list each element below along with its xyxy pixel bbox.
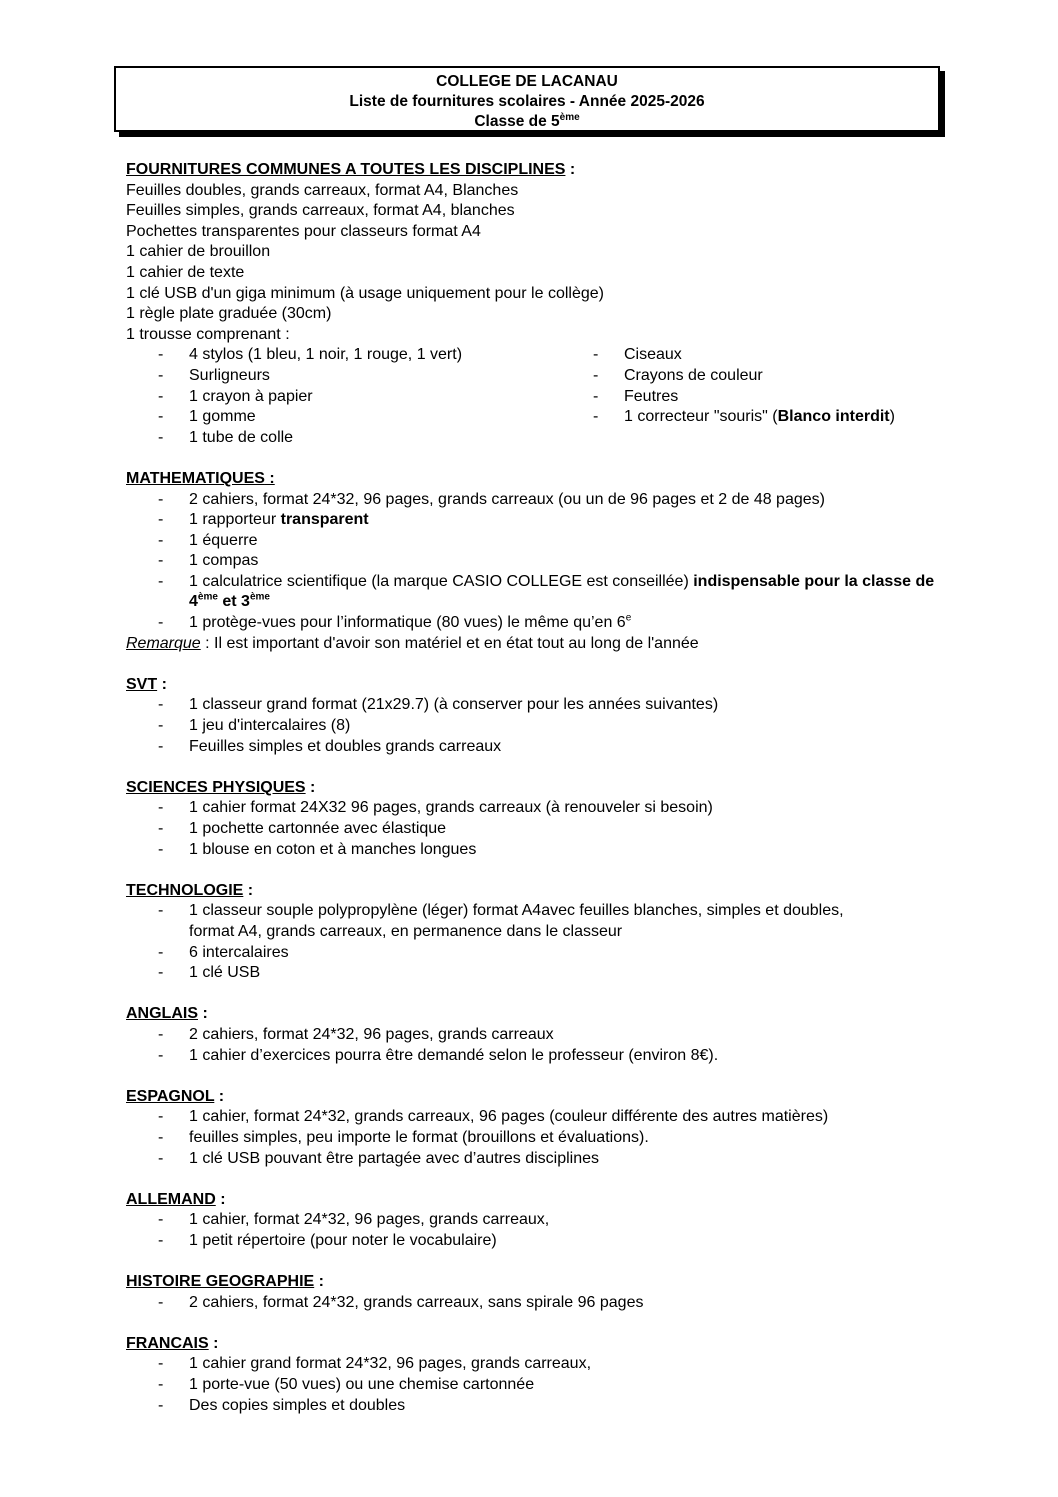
list-item: - Surligneurs (126, 366, 561, 387)
list-item: - 1 cahier, format 24*32, grands carreaux, 96 pages (couleur différente des autres matières) (126, 1107, 946, 1128)
list-item: - 1 cahier, format 24*32, 96 pages, grands carreaux, (126, 1210, 946, 1231)
section-heading: HISTOIRE GEOGRAPHIE : (126, 1273, 324, 1291)
list-item: - 1 porte-vue (50 vues) ou une chemise cartonnée (126, 1375, 946, 1396)
section-physique (126, 778, 946, 860)
list-item: 1 cahier de brouillon (126, 243, 271, 261)
list-item: - 1 cahier format 24X32 96 pages, grands carreaux (à renouveler si besoin) (126, 798, 946, 819)
list-item: - 2 cahiers, format 24*32, 96 pages, grands carreaux (ou un de 96 pages et 2 de 48 pages) (126, 490, 946, 511)
list-item: - 1 clé USB (126, 963, 946, 984)
list-item: 1 cahier de texte (126, 263, 245, 281)
list-item: - 1 pochette cartonnée avec élastique (126, 819, 946, 840)
list-item: - 1 cahier d’exercices pourra être demandé selon le professeur (environ 8€). (126, 1046, 946, 1067)
class-label: Classe de 5ème (474, 111, 580, 130)
maths-list (126, 490, 946, 634)
section-francais (126, 1334, 946, 1416)
espagnol-list (126, 1107, 946, 1169)
list-item: - 2 cahiers, format 24*32, 96 pages, grands carreaux (126, 1025, 946, 1046)
trousse-left-column (126, 345, 561, 448)
list-item: - 1 correcteur "souris" (Blanco interdit) (561, 407, 941, 428)
list-item: - 6 intercalaires (126, 943, 946, 964)
allemand-list (126, 1210, 946, 1251)
remark: Remarque : Il est important d'avoir son matériel et en état tout au long de l'année (126, 634, 699, 652)
list-item: - 1 gomme (126, 407, 561, 428)
physique-list (126, 798, 946, 860)
list-item: - Feutres (561, 387, 941, 408)
section-heading: ALLEMAND : (126, 1190, 226, 1208)
list-item: Feuilles doubles, grands carreaux, format A4, Blanches (126, 181, 519, 199)
list-item: 1 trousse comprenant : (126, 325, 290, 343)
section-heading: MATHEMATIQUES : (126, 469, 275, 487)
section-heading: TECHNOLOGIE : (126, 881, 254, 899)
list-item: - 1 calculatrice scientifique (la marque CASIO COLLEGE est conseillée) indispensable pour la classe de 4ème et 3ème (126, 572, 946, 613)
trousse-right-column (561, 345, 941, 448)
section-histoire (126, 1272, 946, 1313)
list-item: - Crayons de couleur (561, 366, 941, 387)
list-item: 1 règle plate graduée (30cm) (126, 305, 332, 323)
header-box (114, 66, 940, 132)
list-item: - 1 classeur souple polypropylène (léger) format A4avec feuilles blanches, simples et doubles, format A4, grands carreaux, en permanence dans le classeur (126, 901, 946, 942)
school-name: COLLEGE DE LACANAU (436, 73, 618, 90)
histoire-list (126, 1293, 946, 1314)
list-item: Pochettes transparentes pour classeurs format A4 (126, 222, 481, 240)
francais-list (126, 1354, 946, 1416)
list-item: - 1 blouse en coton et à manches longues (126, 840, 946, 861)
list-title: Liste de fournitures scolaires - Année 2025-2026 (349, 93, 705, 110)
section-maths (126, 469, 946, 654)
list-item: - 1 cahier grand format 24*32, 96 pages, grands carreaux, (126, 1354, 946, 1375)
list-item: - 1 clé USB pouvant être partagée avec d’autres disciplines (126, 1149, 946, 1170)
section-heading: FOURNITURES COMMUNES A TOUTES LES DISCIPLINES : (126, 161, 576, 178)
list-item: - 4 stylos (1 bleu, 1 noir, 1 rouge, 1 vert) (126, 345, 561, 366)
list-item: - 1 tube de colle (126, 428, 561, 449)
section-techno (126, 881, 946, 984)
list-item: 1 clé USB d'un giga minimum (à usage uniquement pour le collège) (126, 284, 604, 302)
section-heading: ANGLAIS : (126, 1005, 208, 1023)
anglais-list (126, 1025, 946, 1066)
list-item: - Des copies simples et doubles (126, 1396, 946, 1417)
list-item: - 1 jeu d'intercalaires (8) (126, 716, 946, 737)
techno-list (126, 901, 946, 983)
list-item: - Ciseaux (561, 345, 941, 366)
list-item: - 1 classeur grand format (21x29.7) (à conserver pour les années suivantes) (126, 695, 946, 716)
section-heading: SVT : (126, 675, 167, 693)
section-allemand (126, 1190, 946, 1252)
list-item: - feuilles simples, peu importe le format (brouillons et évaluations). (126, 1128, 946, 1149)
list-item: - 1 petit répertoire (pour noter le vocabulaire) (126, 1231, 946, 1252)
list-item: - 1 protège-vues pour l’informatique (80 vues) le même qu’en 6e (126, 613, 946, 634)
list-item: - 2 cahiers, format 24*32, grands carreaux, sans spirale 96 pages (126, 1293, 946, 1314)
list-item: - 1 crayon à papier (126, 387, 561, 408)
list-item: - 1 compas (126, 551, 946, 572)
section-heading: SCIENCES PHYSIQUES : (126, 778, 316, 796)
section-heading: FRANCAIS : (126, 1334, 219, 1352)
section-svt (126, 675, 946, 757)
document-content (126, 160, 946, 1416)
section-anglais (126, 1004, 946, 1066)
list-item: Feuilles simples, grands carreaux, format A4, blanches (126, 202, 515, 220)
section-heading: ESPAGNOL : (126, 1087, 225, 1105)
list-item: - 1 équerre (126, 531, 946, 552)
trousse-list (126, 345, 946, 448)
section-communes (126, 160, 946, 448)
list-item: - Feuilles simples et doubles grands carreaux (126, 737, 946, 758)
list-item: - 1 rapporteur transparent (126, 510, 946, 531)
svt-list (126, 695, 946, 757)
section-espagnol (126, 1087, 946, 1169)
